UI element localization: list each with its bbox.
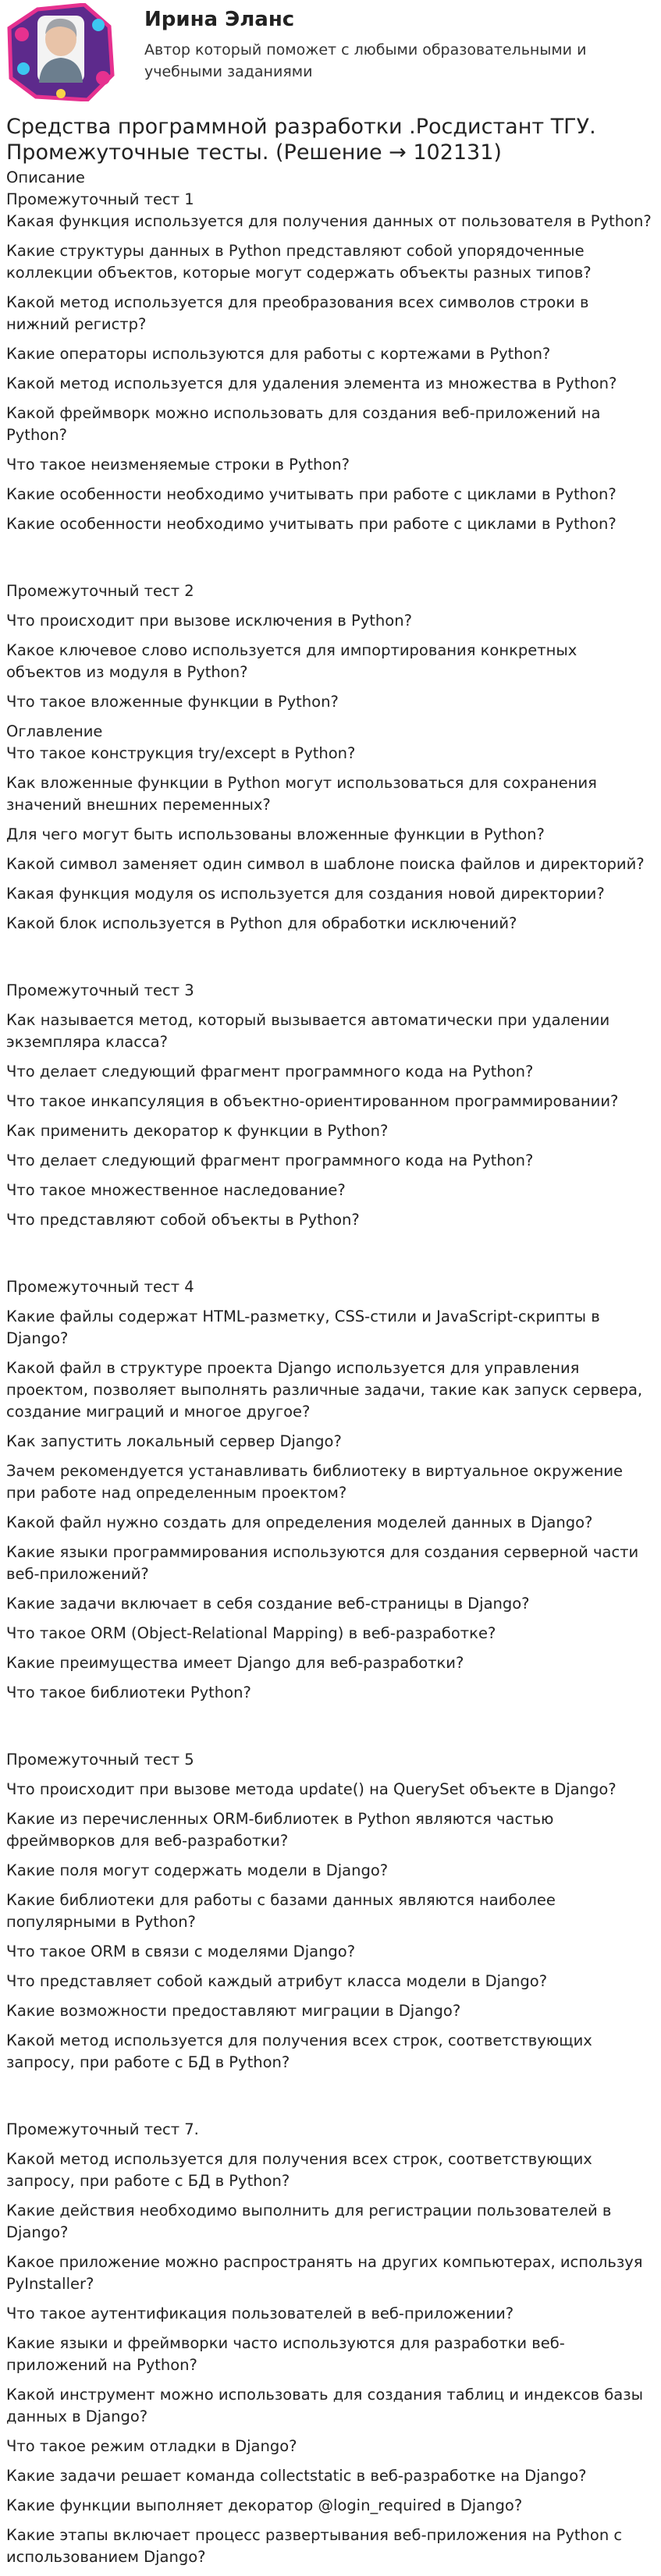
question-item: Какие языки и фреймворки часто используются для разработки веб-приложений на Python? [6,2334,565,2374]
section-title: Промежуточный тест 5 [6,1751,194,1769]
section-title: Промежуточный тест 7. [6,2120,199,2138]
question-item: Что такое неизменяемые строки в Python? [6,456,350,474]
author-header [0,0,661,109]
question-item: Какие действия необходимо выполнить для регистрации пользователей в Django? [6,2202,612,2241]
question-item: Что такое конструкция try/except в Python? [6,744,356,762]
question-item: Какие задачи включает в себя создание веб-страницы в Django? [6,1595,530,1613]
question-item: Что делает следующий фрагмент программного кода на Python? [6,1151,534,1169]
question-item: Какая функция модуля os используется для создания новой директории? [6,885,605,903]
question-item: Какое приложение можно распространять на других компьютерах, используя PyInstaller? [6,2253,643,2293]
section-title: Промежуточный тест 3 [6,981,194,999]
description-label: Описание [6,169,85,186]
question-item: Какой метод используется для получения всех строк, соответствующих запросу, при работе с БД в Python? [6,2150,592,2190]
question-item: Какая функция используется для получения данных от пользователя в Python? [6,212,652,230]
question-item: Какой метод используется для преобразования всех символов строки в нижний регистр? [6,293,589,333]
question-item: Какие языки программирования используются для создания серверной части веб-приложений? [6,1543,639,1583]
author-name[interactable]: Ирина Эланс [144,8,295,31]
question-item: Какие из перечисленных ORM-библиотек в Python являются частью фреймворков для веб-разработки? [6,1810,554,1850]
question-item: Что такое инкапсуляция в объектно-ориентированном программировании? [6,1092,619,1110]
question-item: Какие операторы используются для работы с кортежами в Python? [6,345,551,363]
question-item: Какие поля могут содержать модели в Django? [6,1861,389,1879]
question-item: Какой фреймворк можно использовать для создания веб-приложений на Python? [6,404,601,444]
question-item: Какой метод используется для удаления элемента из множества в Python? [6,374,617,392]
question-item: Что такое ORM в связи с моделями Django? [6,1943,356,1960]
question-item: Что такое множественное наследование? [6,1181,346,1199]
question-item: Какое ключевое слово используется для импортирования конкретных объектов из модуля в Python? [6,641,577,681]
question-item: Какие функции выполняет декоратор @login_required в Django? [6,2496,523,2514]
question-item: Что происходит при вызове метода update() на QuerySet объекте в Django? [6,1780,617,1798]
question-item: Какие особенности необходимо учитывать при работе с циклами в Python? [6,485,617,503]
question-item: Что представляют собой объекты в Python? [6,1211,360,1229]
section-title: Промежуточный тест 1 [6,190,194,208]
question-item: Какие библиотеки для работы с базами данных являются наиболее популярными в Python? [6,1891,556,1931]
question-item: Какой символ заменяет один символ в шаблоне поиска файлов и директорий? [6,855,645,873]
question-item: Что такое аутентификация пользователей в веб-приложении? [6,2305,514,2322]
question-item: Какие особенности необходимо учитывать при работе с циклами в Python? [6,515,617,533]
question-item: Как называется метод, который вызывается автоматически при удалении экземпляра класса? [6,1011,610,1051]
question-item: Какой файл нужно создать для определения моделей данных в Django? [6,1513,593,1531]
question-item: Какие возможности предоставляют миграции в Django? [6,2002,461,2020]
page-content [6,167,654,2576]
question-item: Какие задачи решает команда collectstatic в веб-разработке на Django? [6,2467,587,2485]
question-item: Что такое ORM (Object-Relational Mapping) в веб-разработке? [6,1624,496,1642]
author-description: Автор который поможет с любыми образовательными и учебными заданиями [144,41,587,80]
section-title: Промежуточный тест 2 [6,582,194,600]
question-item: Какие преимущества имеет Django для веб-разработки? [6,1654,464,1672]
question-item: Что делает следующий фрагмент программного кода на Python? [6,1063,534,1080]
question-item: Для чего могут быть использованы вложенные функции в Python? [6,825,545,843]
question-item: Как вложенные функции в Python могут использоваться для сохранения значений внешних переменных? [6,774,597,814]
question-item: Как применить декоратор к функции в Python? [6,1122,389,1140]
question-item: Какой инструмент можно использовать для создания таблиц и индексов базы данных в Django? [6,2386,643,2425]
question-item: Какой блок используется в Python для обработки исключений? [6,914,517,932]
question-item: Какой файл в структуре проекта Django используется для управления проектом, позволяет выполнять различные задачи, такие как запуск сервера, создание миграций и многое другое? [6,1359,643,1421]
question-item: Что такое вложенные функции в Python? [6,693,339,711]
question-item: Что происходит при вызове исключения в Python? [6,612,412,630]
question-item: Какие файлы содержат HTML-разметку, CSS-стили и JavaScript-скрипты в Django? [6,1308,600,1347]
question-item: Какой метод используется для получения всех строк, соответствующих запросу, при работе с БД в Python? [6,2031,592,2071]
question-item: Зачем рекомендуется устанавливать библиотеку в виртуальное окружение при работе над определенным проектом? [6,1462,624,1502]
question-item: Какие структуры данных в Python представляют собой упорядоченные коллекции объектов, которые могут содержать объекты разных типов? [6,242,592,282]
section-title: Промежуточный тест 4 [6,1278,194,1296]
question-item: Что представляет собой каждый атрибут класса модели в Django? [6,1972,548,1990]
question-item: Что такое режим отладки в Django? [6,2437,297,2455]
question-item: Что такое библиотеки Python? [6,1684,251,1701]
toc-label: Оглавление [6,722,103,740]
question-item: Какие этапы включает процесс развертывания веб-приложения на Python с использованием Django? [6,2526,623,2566]
question-item: Как запустить локальный сервер Django? [6,1432,342,1450]
page-title: Средства программной разработки .Росдистант ТГУ. Промежуточные тесты. (Решение → 102131) [6,115,596,165]
author-avatar[interactable] [6,3,115,101]
